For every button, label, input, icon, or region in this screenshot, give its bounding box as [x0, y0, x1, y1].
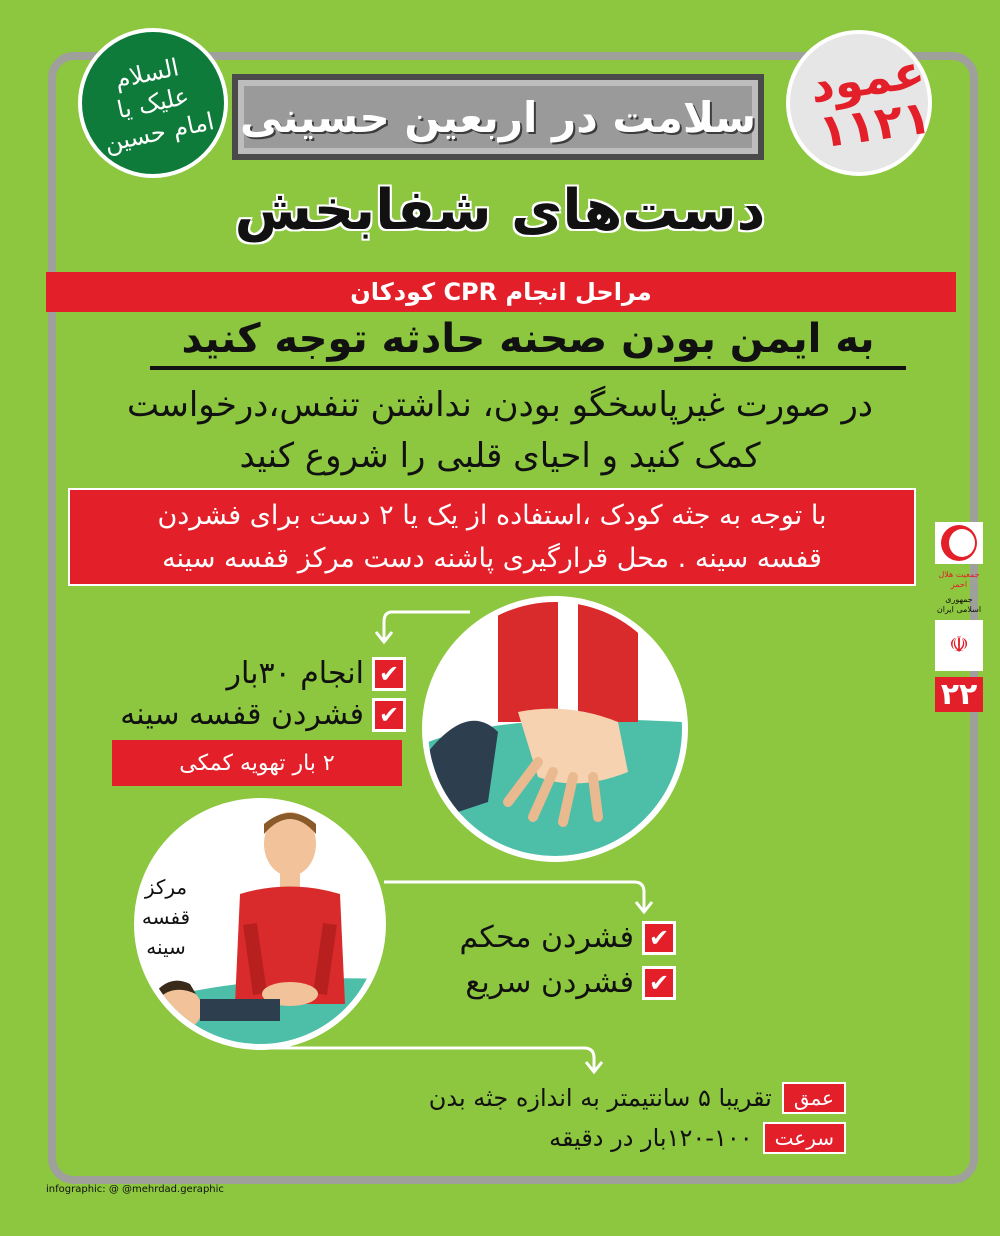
check-item: [226, 656, 406, 691]
rate-tag: سرعت: [763, 1122, 846, 1154]
ventilation-box: ۲ بار تهویه کمکی: [112, 740, 402, 786]
check-item-label: فشردن محکم: [459, 920, 634, 955]
red-crescent-logo: [934, 522, 984, 712]
checkmark-icon: ✔: [642, 966, 676, 1000]
checkmark-icon: ✔: [372, 657, 406, 691]
red-crescent-country: جمهوری اسلامی ایران: [936, 595, 982, 614]
red-crescent-name: جمعیت هلال احمر: [938, 569, 980, 589]
check-item-label: انجام ۳۰بار: [226, 656, 364, 691]
credit-text: infographic: @ @mehrdad.geraphic: [46, 1184, 224, 1195]
red-crescent-icon: [935, 522, 983, 564]
hands-compression-illustration: [422, 596, 688, 862]
chest-center-label: [136, 872, 196, 962]
instruction-line-1: در صورت غیرپاسخگو بودن، نداشتن تنفس،درخواست: [126, 385, 874, 425]
cpr-steps-bar: مراحل انجام CPR کودکان: [46, 272, 956, 312]
chest-label-line: سینه: [146, 935, 186, 959]
iran-emblem-icon: ☫: [935, 620, 983, 671]
check-item: [120, 697, 406, 732]
rate-text: ۱۲۰-۱۰۰بار در دقیقه: [549, 1124, 753, 1152]
banner-title: سلامت در اربعین حسینی: [239, 92, 757, 142]
headline: دست‌های شفابخش: [234, 178, 766, 243]
scene-safety-line: به ایمن بودن صحنه حادثه توجه کنید: [150, 316, 906, 370]
title-banner: [232, 74, 764, 160]
badge-left-text: السلام علیک یا امام حسین: [101, 53, 217, 158]
quality-checklist: [436, 920, 676, 1000]
checkmark-icon: ✔: [372, 698, 406, 732]
compression-checklist: [96, 656, 406, 732]
badge-right-text: عمود ۱۱۲۱: [806, 43, 935, 159]
hand-position-box: [68, 488, 916, 586]
hands-compression-svg: [428, 602, 682, 856]
check-item-label: فشردن قفسه سینه: [120, 697, 364, 732]
depth-tag: عمق: [782, 1082, 846, 1114]
hand-position-line-1: با توجه به جثه کودک ،استفاده از یک یا ۲ دست برای فشردن: [157, 499, 827, 531]
check-item-label: فشردن سریع: [465, 965, 634, 1000]
check-item: [459, 920, 676, 955]
rate-info: [526, 1122, 846, 1154]
amood-logo-badge: [786, 30, 935, 176]
chest-label-line: مرکز: [144, 875, 188, 899]
checkmark-icon: ✔: [642, 921, 676, 955]
red-crescent-number: ۲۲: [935, 677, 983, 712]
depth-info: [406, 1082, 846, 1114]
chest-label-line: قفسه: [141, 905, 191, 929]
depth-text: تقریبا ۵ سانتیمتر به اندازه جثه بدن: [428, 1084, 772, 1112]
hand-position-line-2: قفسه سینه . محل قرارگیری پاشنه دست مرکز قفسه سینه: [162, 543, 822, 574]
check-item: [465, 965, 676, 1000]
instruction-line-2: کمک کنید و احیای قلبی را شروع کنید: [239, 436, 761, 476]
imam-hussein-calligraphy-badge: [78, 28, 228, 178]
instruction-paragraph: [60, 380, 940, 482]
